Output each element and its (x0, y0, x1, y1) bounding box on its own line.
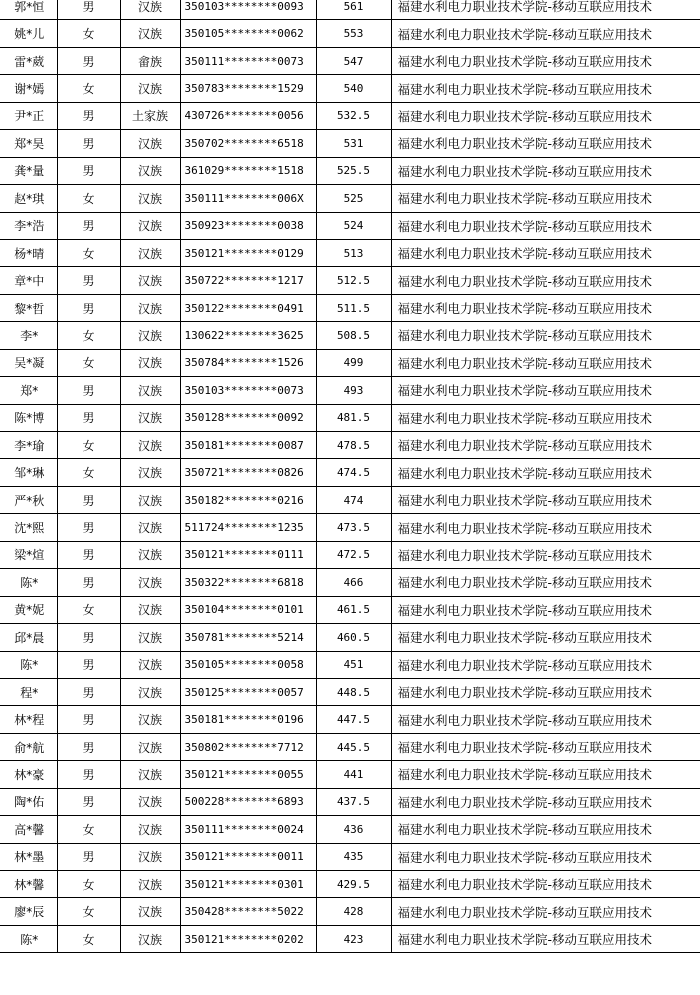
id-number-cell: 350182********0216 (180, 486, 316, 513)
id-number-cell: 350721********0826 (180, 459, 316, 486)
school-major-cell: 福建水利电力职业技术学院-移动互联应用技术 (391, 157, 700, 184)
table-row (0, 47, 700, 74)
score-cell: 540 (316, 75, 391, 102)
ethnicity-cell: 汉族 (120, 185, 180, 212)
ethnicity-cell: 畲族 (120, 47, 180, 74)
id-number-cell: 350181********0196 (180, 706, 316, 733)
gender-cell: 男 (57, 404, 120, 431)
score-cell: 448.5 (316, 678, 391, 705)
school-major-cell: 福建水利电力职业技术学院-移动互联应用技术 (391, 486, 700, 513)
gender-cell: 男 (57, 678, 120, 705)
score-cell: 435 (316, 843, 391, 870)
student-name: 陈* (0, 569, 57, 596)
score-cell: 525 (316, 185, 391, 212)
school-major-cell: 福建水利电力职业技术学院-移动互联应用技术 (391, 349, 700, 376)
school-major-cell: 福建水利电力职业技术学院-移动互联应用技术 (391, 432, 700, 459)
school-major-cell: 福建水利电力职业技术学院-移动互联应用技术 (391, 678, 700, 705)
table-row (0, 185, 700, 212)
table-row (0, 816, 700, 843)
school-major-cell: 福建水利电力职业技术学院-移动互联应用技术 (391, 843, 700, 870)
table-row (0, 432, 700, 459)
score-cell: 511.5 (316, 294, 391, 321)
table-row (0, 596, 700, 623)
gender-cell: 男 (57, 377, 120, 404)
ethnicity-cell: 汉族 (120, 651, 180, 678)
table-row (0, 898, 700, 925)
ethnicity-cell: 汉族 (120, 267, 180, 294)
student-name: 陈*博 (0, 404, 57, 431)
ethnicity-cell: 汉族 (120, 788, 180, 815)
score-cell: 461.5 (316, 596, 391, 623)
student-name: 姚*儿 (0, 20, 57, 47)
student-name: 沈*熙 (0, 514, 57, 541)
school-major-cell: 福建水利电力职业技术学院-移动互联应用技术 (391, 761, 700, 788)
score-cell: 512.5 (316, 267, 391, 294)
school-major-cell: 福建水利电力职业技术学院-移动互联应用技术 (391, 0, 700, 20)
score-cell: 472.5 (316, 541, 391, 568)
table-row (0, 651, 700, 678)
id-number-cell: 350784********1526 (180, 349, 316, 376)
student-name: 郑* (0, 377, 57, 404)
score-cell: 547 (316, 47, 391, 74)
gender-cell: 男 (57, 514, 120, 541)
ethnicity-cell: 汉族 (120, 706, 180, 733)
id-number-cell: 350121********0055 (180, 761, 316, 788)
gender-cell: 男 (57, 212, 120, 239)
id-number-cell: 350702********6518 (180, 130, 316, 157)
score-cell: 474 (316, 486, 391, 513)
gender-cell: 女 (57, 816, 120, 843)
school-major-cell: 福建水利电力职业技术学院-移动互联应用技术 (391, 404, 700, 431)
gender-cell: 女 (57, 898, 120, 925)
id-number-cell: 350181********0087 (180, 432, 316, 459)
student-name: 雷*葳 (0, 47, 57, 74)
table-row (0, 75, 700, 102)
score-cell: 561 (316, 0, 391, 20)
table-row (0, 294, 700, 321)
ethnicity-cell: 汉族 (120, 514, 180, 541)
score-cell: 447.5 (316, 706, 391, 733)
ethnicity-cell: 汉族 (120, 541, 180, 568)
table-row (0, 459, 700, 486)
score-cell: 473.5 (316, 514, 391, 541)
score-cell: 481.5 (316, 404, 391, 431)
score-cell: 436 (316, 816, 391, 843)
gender-cell: 男 (57, 569, 120, 596)
student-name: 黄*妮 (0, 596, 57, 623)
id-number-cell: 350783********1529 (180, 75, 316, 102)
gender-cell: 女 (57, 459, 120, 486)
score-cell: 524 (316, 212, 391, 239)
school-major-cell: 福建水利电力职业技术学院-移动互联应用技术 (391, 871, 700, 898)
student-name: 程* (0, 678, 57, 705)
id-number-cell: 361029********1518 (180, 157, 316, 184)
table-row (0, 514, 700, 541)
student-name: 梁*煊 (0, 541, 57, 568)
ethnicity-cell: 汉族 (120, 843, 180, 870)
gender-cell: 男 (57, 788, 120, 815)
ethnicity-cell: 汉族 (120, 596, 180, 623)
table-row (0, 925, 700, 952)
id-number-cell: 350125********0057 (180, 678, 316, 705)
gender-cell: 男 (57, 651, 120, 678)
gender-cell: 男 (57, 47, 120, 74)
ethnicity-cell: 汉族 (120, 239, 180, 266)
school-major-cell: 福建水利电力职业技术学院-移动互联应用技术 (391, 624, 700, 651)
table-row (0, 267, 700, 294)
score-cell: 493 (316, 377, 391, 404)
ethnicity-cell: 汉族 (120, 294, 180, 321)
school-major-cell: 福建水利电力职业技术学院-移动互联应用技术 (391, 47, 700, 74)
ethnicity-cell: 汉族 (120, 20, 180, 47)
school-major-cell: 福建水利电力职业技术学院-移动互联应用技术 (391, 596, 700, 623)
student-name: 李*瑜 (0, 432, 57, 459)
score-cell: 478.5 (316, 432, 391, 459)
gender-cell: 男 (57, 761, 120, 788)
ethnicity-cell: 汉族 (120, 733, 180, 760)
score-cell: 466 (316, 569, 391, 596)
id-number-cell: 350121********0111 (180, 541, 316, 568)
ethnicity-cell: 汉族 (120, 404, 180, 431)
student-name: 章*中 (0, 267, 57, 294)
id-number-cell: 350128********0092 (180, 404, 316, 431)
gender-cell: 男 (57, 486, 120, 513)
ethnicity-cell: 汉族 (120, 624, 180, 651)
student-name: 尹*正 (0, 102, 57, 129)
student-name: 邱*晨 (0, 624, 57, 651)
table-row (0, 102, 700, 129)
id-number-cell: 350122********0491 (180, 294, 316, 321)
student-name: 杨*晴 (0, 239, 57, 266)
student-name: 黎*哲 (0, 294, 57, 321)
table-row (0, 322, 700, 349)
score-cell: 445.5 (316, 733, 391, 760)
gender-cell: 男 (57, 267, 120, 294)
student-name: 林*程 (0, 706, 57, 733)
student-name: 李*浩 (0, 212, 57, 239)
ethnicity-cell: 汉族 (120, 212, 180, 239)
table-row (0, 733, 700, 760)
school-major-cell: 福建水利电力职业技术学院-移动互联应用技术 (391, 816, 700, 843)
table-row (0, 157, 700, 184)
id-number-cell: 430726********0056 (180, 102, 316, 129)
student-name: 吴*凝 (0, 349, 57, 376)
ethnicity-cell: 土家族 (120, 102, 180, 129)
score-cell: 474.5 (316, 459, 391, 486)
gender-cell: 女 (57, 322, 120, 349)
student-name: 邹*琳 (0, 459, 57, 486)
gender-cell: 女 (57, 239, 120, 266)
ethnicity-cell: 汉族 (120, 322, 180, 349)
student-name: 陈* (0, 925, 57, 952)
gender-cell: 女 (57, 349, 120, 376)
school-major-cell: 福建水利电力职业技术学院-移动互联应用技术 (391, 706, 700, 733)
score-cell: 460.5 (316, 624, 391, 651)
student-name: 俞*航 (0, 733, 57, 760)
ethnicity-cell: 汉族 (120, 349, 180, 376)
score-cell: 499 (316, 349, 391, 376)
ethnicity-cell: 汉族 (120, 816, 180, 843)
school-major-cell: 福建水利电力职业技术学院-移动互联应用技术 (391, 514, 700, 541)
id-number-cell: 500228********6893 (180, 788, 316, 815)
score-cell: 451 (316, 651, 391, 678)
gender-cell: 女 (57, 596, 120, 623)
id-number-cell: 350103********0073 (180, 377, 316, 404)
table-row (0, 569, 700, 596)
score-cell: 437.5 (316, 788, 391, 815)
id-number-cell: 350802********7712 (180, 733, 316, 760)
student-name: 陶*佑 (0, 788, 57, 815)
gender-cell: 男 (57, 733, 120, 760)
student-name: 林*墨 (0, 843, 57, 870)
ethnicity-cell: 汉族 (120, 75, 180, 102)
table-row (0, 843, 700, 870)
gender-cell: 男 (57, 843, 120, 870)
score-cell: 423 (316, 925, 391, 952)
student-name: 郑*昊 (0, 130, 57, 157)
gender-cell: 女 (57, 185, 120, 212)
ethnicity-cell: 汉族 (120, 678, 180, 705)
score-cell: 441 (316, 761, 391, 788)
student-name: 龚*量 (0, 157, 57, 184)
school-major-cell: 福建水利电力职业技术学院-移动互联应用技术 (391, 212, 700, 239)
school-major-cell: 福建水利电力职业技术学院-移动互联应用技术 (391, 20, 700, 47)
id-number-cell: 511724********1235 (180, 514, 316, 541)
score-cell: 429.5 (316, 871, 391, 898)
gender-cell: 男 (57, 624, 120, 651)
school-major-cell: 福建水利电力职业技术学院-移动互联应用技术 (391, 185, 700, 212)
ethnicity-cell: 汉族 (120, 761, 180, 788)
id-number-cell: 350105********0058 (180, 651, 316, 678)
student-name: 赵*琪 (0, 185, 57, 212)
student-name: 高*馨 (0, 816, 57, 843)
table-row (0, 761, 700, 788)
ethnicity-cell: 汉族 (120, 871, 180, 898)
id-number-cell: 350111********0024 (180, 816, 316, 843)
id-number-cell: 350111********0073 (180, 47, 316, 74)
gender-cell: 男 (57, 102, 120, 129)
school-major-cell: 福建水利电力职业技术学院-移动互联应用技术 (391, 898, 700, 925)
gender-cell: 男 (57, 157, 120, 184)
school-major-cell: 福建水利电力职业技术学院-移动互联应用技术 (391, 651, 700, 678)
school-major-cell: 福建水利电力职业技术学院-移动互联应用技术 (391, 925, 700, 952)
score-cell: 508.5 (316, 322, 391, 349)
ethnicity-cell: 汉族 (120, 459, 180, 486)
id-number-cell: 350121********0129 (180, 239, 316, 266)
student-name: 陈* (0, 651, 57, 678)
score-cell: 428 (316, 898, 391, 925)
school-major-cell: 福建水利电力职业技术学院-移动互联应用技术 (391, 130, 700, 157)
gender-cell: 男 (57, 541, 120, 568)
student-name: 李* (0, 322, 57, 349)
table-row (0, 20, 700, 47)
school-major-cell: 福建水利电力职业技术学院-移动互联应用技术 (391, 322, 700, 349)
school-major-cell: 福建水利电力职业技术学院-移动互联应用技术 (391, 377, 700, 404)
score-cell: 553 (316, 20, 391, 47)
school-major-cell: 福建水利电力职业技术学院-移动互联应用技术 (391, 267, 700, 294)
id-number-cell: 130622********3625 (180, 322, 316, 349)
gender-cell: 男 (57, 0, 120, 20)
id-number-cell: 350923********0038 (180, 212, 316, 239)
ethnicity-cell: 汉族 (120, 432, 180, 459)
id-number-cell: 350111********006X (180, 185, 316, 212)
ethnicity-cell: 汉族 (120, 898, 180, 925)
ethnicity-cell: 汉族 (120, 157, 180, 184)
ethnicity-cell: 汉族 (120, 377, 180, 404)
table-row (0, 624, 700, 651)
id-number-cell: 350105********0062 (180, 20, 316, 47)
school-major-cell: 福建水利电力职业技术学院-移动互联应用技术 (391, 788, 700, 815)
ethnicity-cell: 汉族 (120, 925, 180, 952)
gender-cell: 女 (57, 75, 120, 102)
ethnicity-cell: 汉族 (120, 486, 180, 513)
gender-cell: 男 (57, 294, 120, 321)
id-number-cell: 350322********6818 (180, 569, 316, 596)
id-number-cell: 350121********0202 (180, 925, 316, 952)
table-row (0, 349, 700, 376)
table-row (0, 706, 700, 733)
student-name: 廖*辰 (0, 898, 57, 925)
score-cell: 531 (316, 130, 391, 157)
table-row (0, 404, 700, 431)
gender-cell: 女 (57, 925, 120, 952)
school-major-cell: 福建水利电力职业技术学院-移动互联应用技术 (391, 733, 700, 760)
ethnicity-cell: 汉族 (120, 130, 180, 157)
table-row (0, 788, 700, 815)
school-major-cell: 福建水利电力职业技术学院-移动互联应用技术 (391, 541, 700, 568)
gender-cell: 女 (57, 432, 120, 459)
table-row (0, 871, 700, 898)
id-number-cell: 350103********0093 (180, 0, 316, 20)
school-major-cell: 福建水利电力职业技术学院-移动互联应用技术 (391, 294, 700, 321)
school-major-cell: 福建水利电力职业技术学院-移动互联应用技术 (391, 102, 700, 129)
gender-cell: 男 (57, 130, 120, 157)
table-row (0, 239, 700, 266)
gender-cell: 女 (57, 871, 120, 898)
id-number-cell: 350781********5214 (180, 624, 316, 651)
student-name: 严*秋 (0, 486, 57, 513)
id-number-cell: 350121********0301 (180, 871, 316, 898)
school-major-cell: 福建水利电力职业技术学院-移动互联应用技术 (391, 239, 700, 266)
table-row (0, 678, 700, 705)
table-row (0, 541, 700, 568)
id-number-cell: 350121********0011 (180, 843, 316, 870)
school-major-cell: 福建水利电力职业技术学院-移动互联应用技术 (391, 459, 700, 486)
table-row (0, 377, 700, 404)
score-cell: 525.5 (316, 157, 391, 184)
student-name: 林*豪 (0, 761, 57, 788)
table-row (0, 130, 700, 157)
gender-cell: 男 (57, 706, 120, 733)
gender-cell: 女 (57, 20, 120, 47)
student-name: 林*馨 (0, 871, 57, 898)
table-row (0, 0, 700, 20)
table-row (0, 486, 700, 513)
id-number-cell: 350722********1217 (180, 267, 316, 294)
school-major-cell: 福建水利电力职业技术学院-移动互联应用技术 (391, 569, 700, 596)
ethnicity-cell: 汉族 (120, 569, 180, 596)
ethnicity-cell: 汉族 (120, 0, 180, 20)
student-name: 谢*嫣 (0, 75, 57, 102)
score-cell: 513 (316, 239, 391, 266)
school-major-cell: 福建水利电力职业技术学院-移动互联应用技术 (391, 75, 700, 102)
student-name: 郭*恒 (0, 0, 57, 20)
id-number-cell: 350428********5022 (180, 898, 316, 925)
table-row (0, 212, 700, 239)
score-cell: 532.5 (316, 102, 391, 129)
id-number-cell: 350104********0101 (180, 596, 316, 623)
